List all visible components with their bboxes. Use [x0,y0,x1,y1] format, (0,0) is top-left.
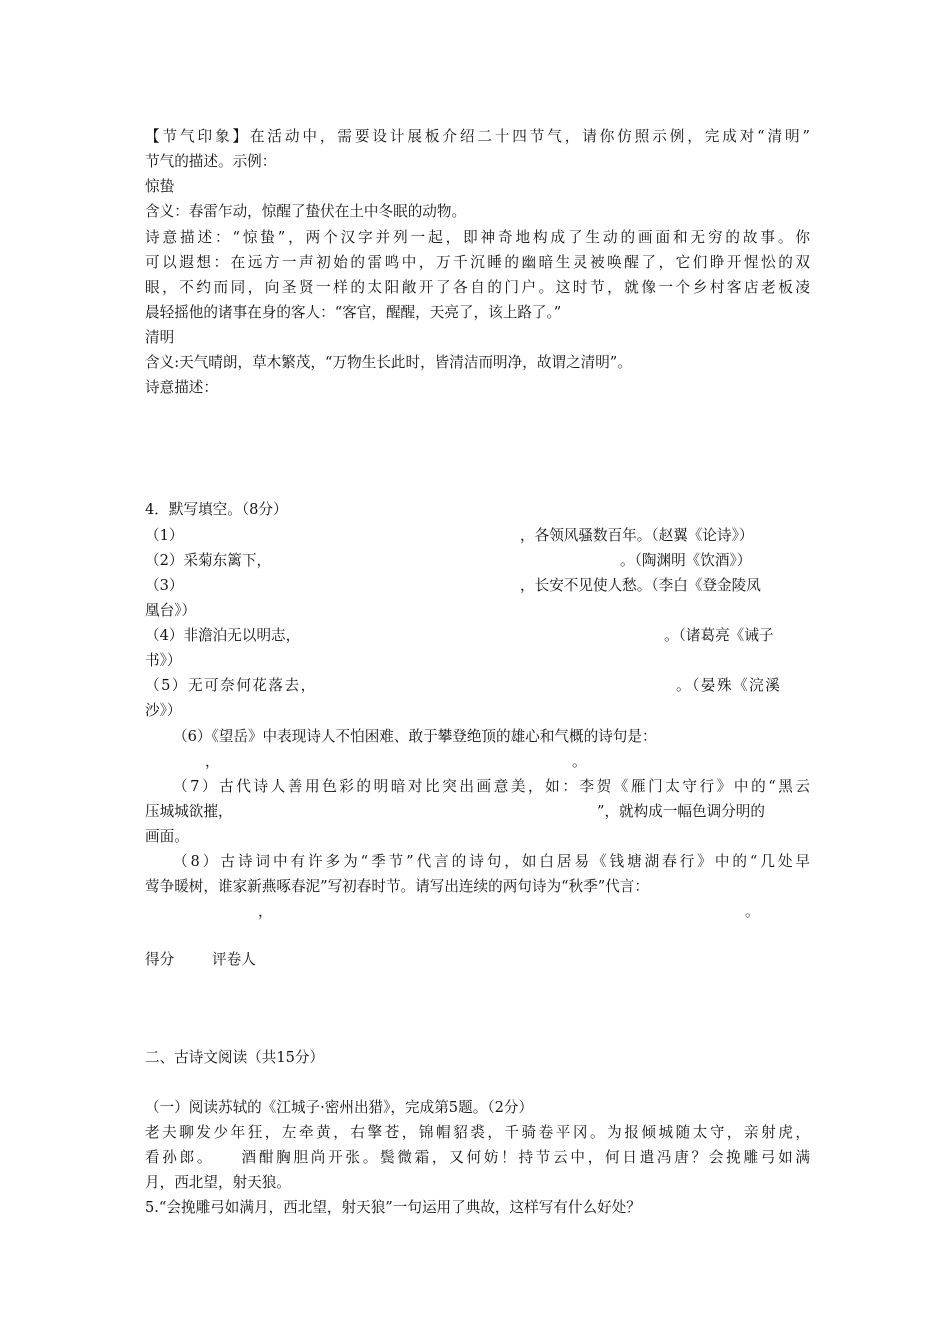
poem-line2: 看孙郎。 酒酣胸胆尚开张。鬓微霜，又何妨！持节云中，何日遣冯唐？会挽雕弓如满 [145,1149,810,1166]
q4-item8-comma: ， [258,903,273,920]
solar-terms-intro-line2: 节气的描述。示例： [145,153,277,170]
q4-item5-source: 。（晏殊《浣溪 [676,677,782,694]
task-term-meaning: 含义:天气晴朗，草木繁茂，“万物生长此时，皆清洁而明净，故谓之清明”。 [145,354,632,371]
q4-item4-source: 。（诸葛亮《诫子 [664,627,774,644]
q4-item6-text: （6）《望岳》中表现诗人不怕困难、敢于攀登绝顶的雄心和气概的诗句是： [173,728,657,745]
example-desc-line4: 晨轻摇他的诸事在身的客人：“客官，醒醒，天亮了，该上路了。” [145,304,562,321]
q4-item5-text: （5）无可奈何花落去， [145,677,317,694]
q4-item1-text: ，各领风骚数百年。（赵翼《论诗》） [520,527,754,544]
q4-item7-line3: 画面。 [145,828,189,845]
q4-item2-source: 。（陶渊明《饮酒》） [620,552,752,569]
q4-item3-number: （3） [145,577,184,594]
section2-sub1: （一）阅读苏轼的《江城子·密州出猎》，完成第5题。（2分） [145,1099,534,1116]
question5: 5.“会挽雕弓如满月，西北望，射天狼”一句运用了典故，这样写有什么好处？ [145,1199,641,1216]
score-label: 得分 [145,951,175,968]
q4-item7-line1: （7）古代诗人善用色彩的明暗对比突出画意美，如：李贺《雁门太守行》中的“黑云 [173,778,810,795]
q4-item4-text: （4）非澹泊无以明志， [145,627,301,644]
example-desc-line2: 可以遐想：在远方一声初始的雷鸣中，万千沉睡的幽暗生灵被唤醒了，它们睁开惺忪的双 [145,254,810,271]
q4-item3-source-cont: 凰台》） [145,602,197,619]
example-term-meaning: 含义：春雷乍动，惊醒了蛰伏在土中冬眠的动物。 [145,203,467,220]
poem-line3: 月，西北望，射天狼。 [145,1174,291,1191]
q4-item6-comma: ， [205,753,220,770]
q4-item6-period: 。 [572,753,587,770]
q4-item2-text: （2）采菊东篱下， [145,552,272,569]
example-term-title: 惊蛰 [145,178,175,195]
task-term-title: 清明 [145,329,175,346]
task-term-desc-label: 诗意描述： [145,379,218,396]
section2-title: 二、古诗文阅读（共15分） [145,1049,325,1066]
q4-item8-line1: （8）古诗词中有许多为“季节”代言的诗句，如白居易《钱塘湖春行》中的“几处早 [173,853,810,870]
poem-line1: 老夫聊发少年狂，左牵黄，右擎苍，锦帽貂裘，千骑卷平冈。为报倾城随太守，亲射虎， [145,1124,810,1141]
solar-terms-intro-line1: 【节气印象】在活动中，需要设计展板介绍二十四节气，请你仿照示例，完成对“清明” [145,128,810,145]
grader-label: 评卷人 [212,951,256,968]
q4-item4-source-cont: 书》） [145,652,182,669]
q4-item8-line2: 莺争暖树，谁家新燕啄春泥”写初春时节。请写出连续的两句诗为“秋季”代言： [145,878,649,895]
q4-item1-number: （1） [145,527,184,544]
example-desc-line1: 诗意描述：“惊蛰”，两个汉字并列一起，即神奇地构成了生动的画面和无穷的故事。你 [145,229,810,246]
q4-item7-line2-start: 压城城欲摧， [145,803,233,820]
q4-item3-text: ，长安不见使人愁。（李白《登金陵凤 [520,577,761,594]
q4-item8-period: 。 [745,903,760,920]
q4-title: 4．默写填空。（8分） [145,501,288,518]
q4-item5-source-cont: 沙》） [145,702,182,719]
example-desc-line3: 眼，不约而同，向圣贤一样的太阳敞开了各自的门户。这时节，就像一个乡村客店老板凌 [145,279,810,296]
q4-item7-line2-end: ”，就构成一幅色调分明的 [597,803,765,820]
